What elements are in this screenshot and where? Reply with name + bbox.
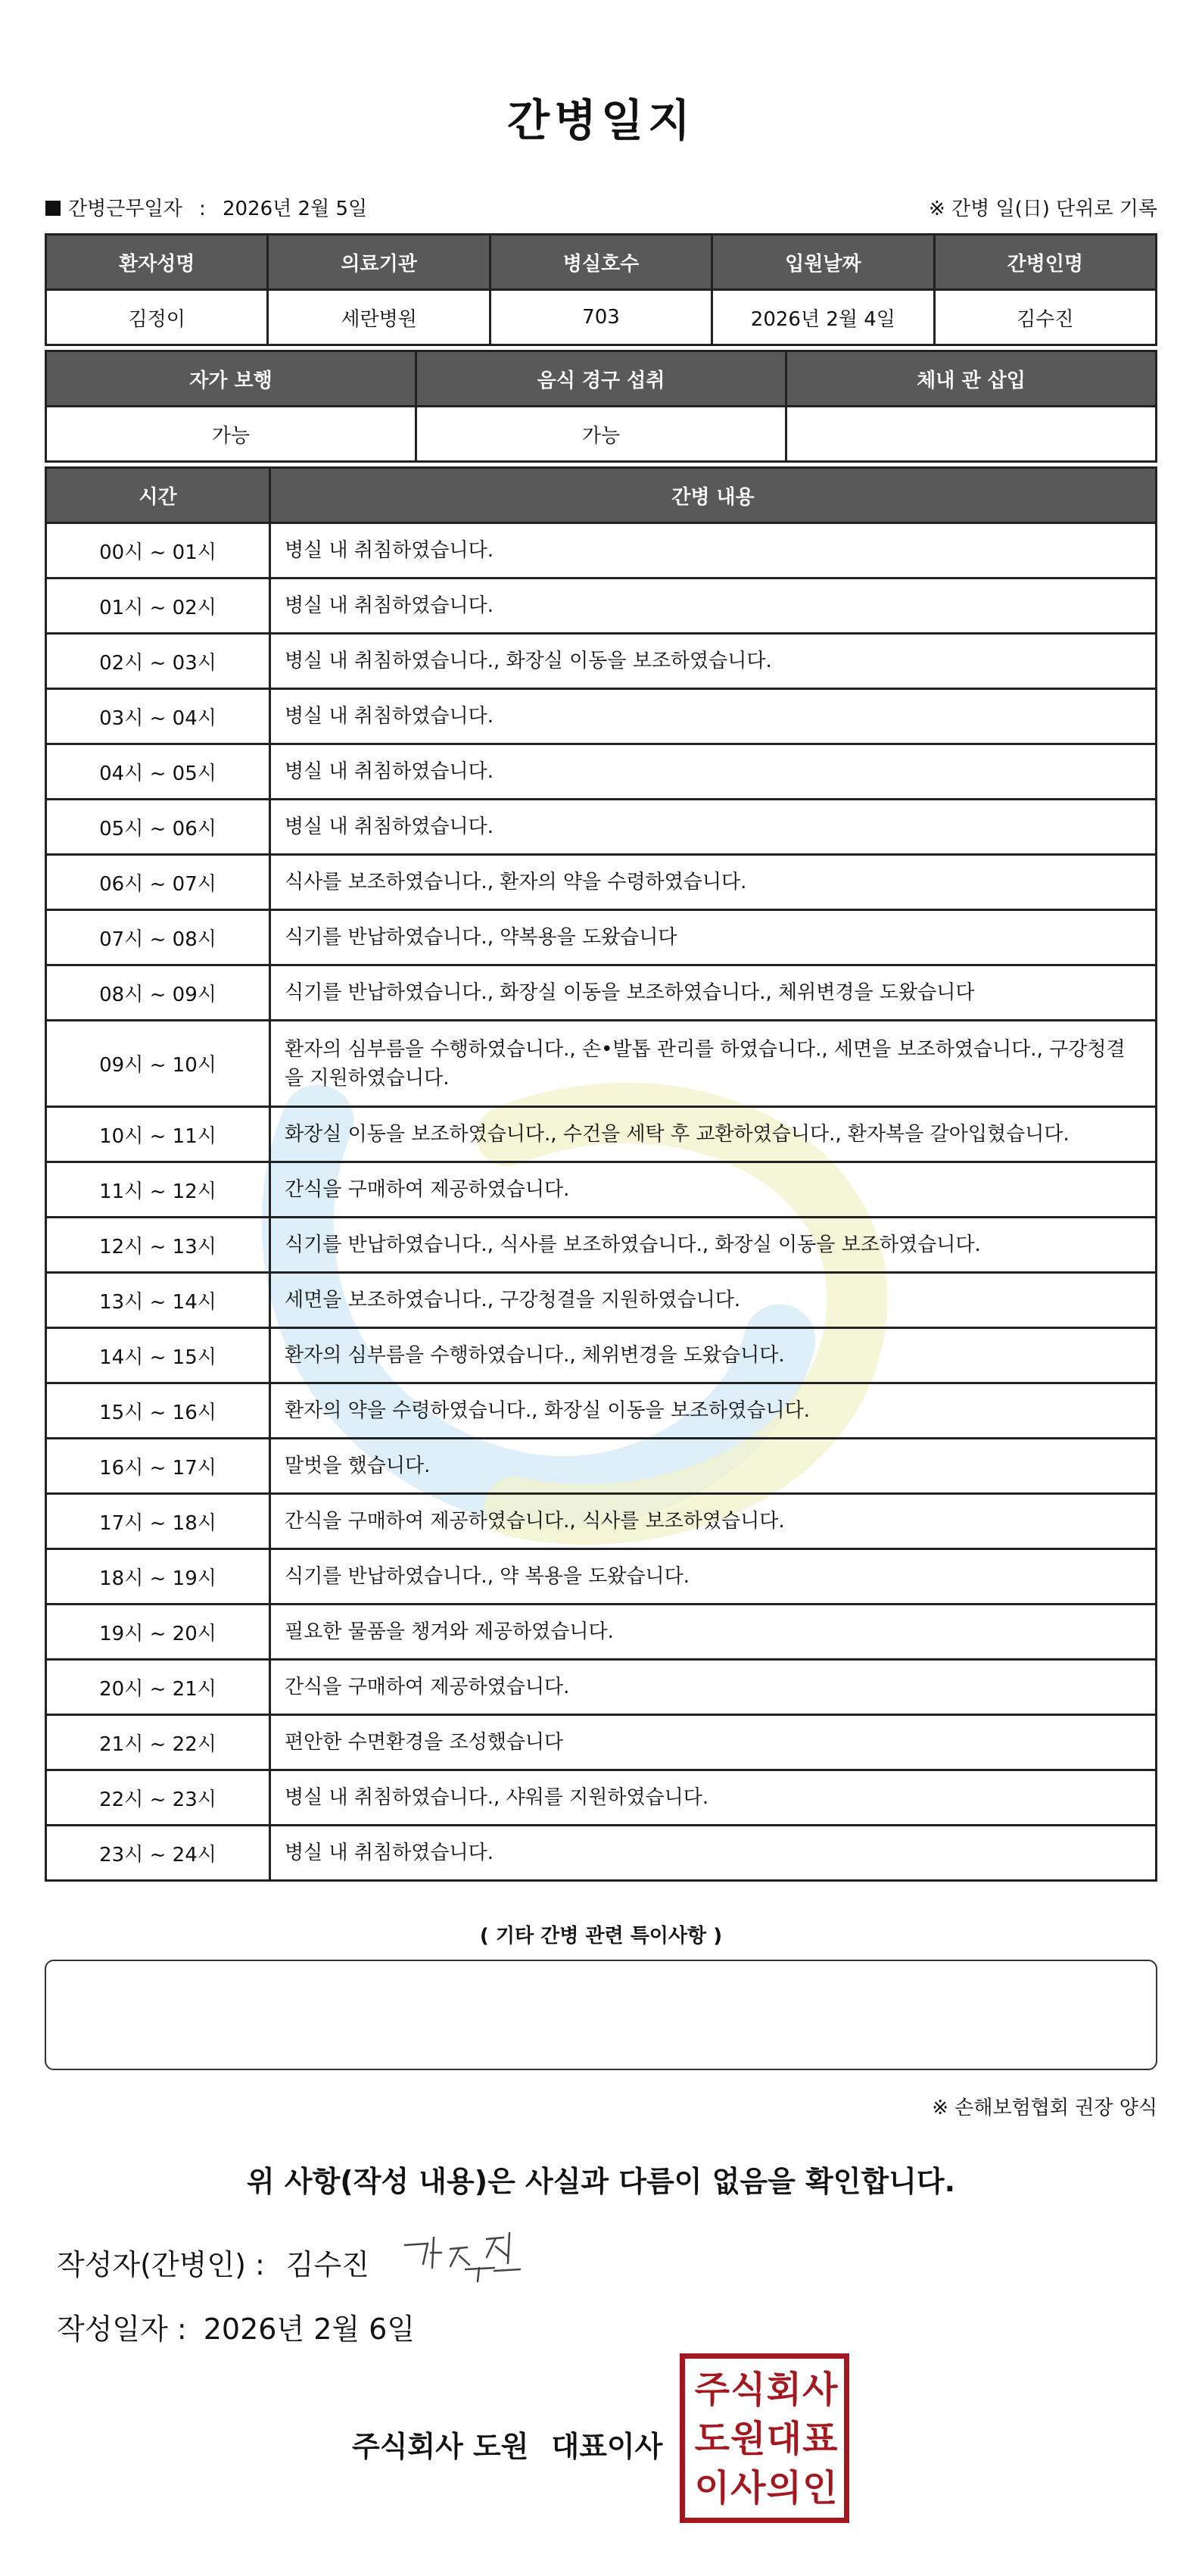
patient-status-table — [45, 350, 1157, 463]
care-log-table — [45, 466, 1157, 1882]
table-row — [46, 1439, 1157, 1494]
log-time: 18시 ~ 19시 — [46, 1549, 270, 1605]
log-content: 환자의 심부름을 수행하였습니다., 손•발톱 관리를 하였습니다., 세면을 보조하였습니다., 구강청결을 지원하였습니다. — [270, 1021, 1157, 1107]
page-title: 간병일지 — [506, 95, 696, 146]
table-row — [46, 634, 1157, 689]
log-content: 편안한 수면환경을 조성했습니다 — [270, 1715, 1157, 1770]
header-time: 시간 — [46, 468, 270, 523]
log-time: 06시 ~ 07시 — [46, 855, 270, 910]
table-row — [46, 1218, 1157, 1273]
table-row — [46, 1605, 1157, 1660]
table-row — [46, 1494, 1157, 1549]
header-room: 병실호수 — [490, 235, 712, 290]
log-content: 필요한 물품을 챙겨와 제공하였습니다. — [270, 1605, 1157, 1660]
header-care-content: 간병 내용 — [270, 468, 1157, 523]
self-walking: 가능 — [46, 407, 416, 462]
tube-insertion — [786, 407, 1157, 462]
log-content: 식기를 반납하였습니다., 약 복용을 도왔습니다. — [270, 1549, 1157, 1605]
table-row — [46, 1328, 1157, 1383]
company-name: 주식회사 도원 — [352, 2430, 529, 2463]
log-time: 20시 ~ 21시 — [46, 1660, 270, 1715]
header-self-walking: 자가 보행 — [46, 351, 416, 407]
log-content: 식기를 반납하였습니다., 화장실 이동을 보조하였습니다., 체위변경을 도왔습니다 — [270, 965, 1157, 1021]
header-admission-date: 입원날짜 — [712, 235, 934, 290]
log-content: 병실 내 취침하였습니다. — [270, 523, 1157, 579]
table-row — [46, 965, 1157, 1021]
table-row — [46, 1273, 1157, 1328]
written-date-value: 2026년 2월 6일 — [203, 2312, 416, 2346]
log-content: 병실 내 취침하였습니다. — [270, 800, 1157, 855]
log-time: 19시 ~ 20시 — [46, 1605, 270, 1660]
log-content: 병실 내 취침하였습니다., 샤워를 지원하였습니다. — [270, 1770, 1157, 1826]
writer-name: 김수진 — [285, 2248, 369, 2281]
square-bullet-icon — [45, 201, 61, 216]
table-row — [46, 1660, 1157, 1715]
patient-info-table — [45, 233, 1157, 346]
room-number: 703 — [490, 290, 712, 345]
table-row — [46, 1715, 1157, 1770]
written-date-label: 작성일자 : — [57, 2312, 187, 2346]
signature — [397, 2222, 526, 2291]
header-tube-insertion: 체내 관 삽입 — [786, 351, 1157, 407]
log-content: 병실 내 취침하였습니다. — [270, 1826, 1157, 1881]
company-rep: 대표이사 — [551, 2430, 663, 2463]
caregiver-name: 김수진 — [934, 290, 1156, 345]
unit-note: ※ 간병 일(日) 단위로 기록 — [928, 198, 1157, 220]
header-oral-intake: 음식 경구 섭취 — [416, 351, 786, 407]
header-hospital: 의료기관 — [268, 235, 490, 290]
log-time: 04시 ~ 05시 — [46, 744, 270, 800]
form-note: ※ 손해보험협회 권장 양식 — [932, 2097, 1157, 2119]
log-content: 식사를 보조하였습니다., 환자의 약을 수령하였습니다. — [270, 855, 1157, 910]
log-time: 23시 ~ 24시 — [46, 1826, 270, 1881]
log-content: 식기를 반납하였습니다., 식사를 보조하였습니다., 화장실 이동을 보조하였습니다. — [270, 1218, 1157, 1273]
table-row — [46, 1107, 1157, 1162]
table-row — [46, 1383, 1157, 1439]
log-content: 간식을 구매하여 제공하였습니다. — [270, 1162, 1157, 1218]
log-time: 02시 ~ 03시 — [46, 634, 270, 689]
log-time: 21시 ~ 22시 — [46, 1715, 270, 1770]
company-seal: 주 식 회 사 도 원 대 표 이 사 의 인 — [680, 2353, 849, 2523]
log-time: 00시 ~ 01시 — [46, 523, 270, 579]
header-caregiver: 간병인명 — [934, 235, 1156, 290]
log-time: 16시 ~ 17시 — [46, 1439, 270, 1494]
header-patient-name: 환자성명 — [46, 235, 268, 290]
log-content: 환자의 심부름을 수행하였습니다., 체위변경을 도왔습니다. — [270, 1328, 1157, 1383]
writer-line — [57, 2241, 369, 2283]
patient-name: 김정이 — [46, 290, 268, 345]
table-row — [46, 855, 1157, 910]
writer-label: 작성자(간병인) : — [57, 2248, 265, 2281]
log-time: 13시 ~ 14시 — [46, 1273, 270, 1328]
log-time: 12시 ~ 13시 — [46, 1218, 270, 1273]
log-content: 말벗을 했습니다. — [270, 1439, 1157, 1494]
log-content: 환자의 약을 수령하였습니다., 화장실 이동을 보조하였습니다. — [270, 1383, 1157, 1439]
table-row — [46, 689, 1157, 744]
admission-date: 2026년 2월 4일 — [712, 290, 934, 345]
log-content: 병실 내 취침하였습니다., 화장실 이동을 보조하였습니다. — [270, 634, 1157, 689]
written-date-line — [57, 2306, 415, 2347]
table-row — [46, 523, 1157, 579]
table-row — [46, 579, 1157, 634]
confirmation-statement: 위 사항(작성 내용)은 사실과 다름이 없음을 확인합니다. — [246, 2165, 956, 2198]
table-row — [46, 1770, 1157, 1826]
table-row — [46, 1162, 1157, 1218]
log-content: 병실 내 취침하였습니다. — [270, 579, 1157, 634]
table-row — [46, 800, 1157, 855]
log-time: 03시 ~ 04시 — [46, 689, 270, 744]
log-time: 07시 ~ 08시 — [46, 910, 270, 965]
hospital: 세란병원 — [268, 290, 490, 345]
company-line — [352, 2423, 662, 2465]
log-time: 08시 ~ 09시 — [46, 965, 270, 1021]
work-date-label: 간병근무일자 — [68, 198, 182, 220]
special-notes-box — [45, 1960, 1157, 2070]
log-time: 14시 ~ 15시 — [46, 1328, 270, 1383]
log-time: 17시 ~ 18시 — [46, 1494, 270, 1549]
table-row — [46, 1826, 1157, 1881]
log-time: 15시 ~ 16시 — [46, 1383, 270, 1439]
log-time: 10시 ~ 11시 — [46, 1107, 270, 1162]
special-notes-title: ( 기타 간병 관련 특이사항 ) — [479, 1925, 723, 1948]
work-date-separator: : — [198, 198, 206, 220]
log-content: 간식을 구매하여 제공하였습니다., 식사를 보조하였습니다. — [270, 1494, 1157, 1549]
work-date — [45, 193, 367, 221]
table-row — [46, 1021, 1157, 1107]
table-row — [46, 910, 1157, 965]
log-content: 화장실 이동을 보조하였습니다., 수건을 세탁 후 교환하였습니다., 환자복을 갈아입혔습니다. — [270, 1107, 1157, 1162]
log-time: 05시 ~ 06시 — [46, 800, 270, 855]
log-content: 식기를 반납하였습니다., 약복용을 도왔습니다 — [270, 910, 1157, 965]
log-time: 22시 ~ 23시 — [46, 1770, 270, 1826]
work-date-value: 2026년 2월 5일 — [223, 198, 368, 220]
log-time: 11시 ~ 12시 — [46, 1162, 270, 1218]
oral-intake: 가능 — [416, 407, 786, 462]
log-content: 병실 내 취침하였습니다. — [270, 689, 1157, 744]
log-time: 01시 ~ 02시 — [46, 579, 270, 634]
log-content: 병실 내 취침하였습니다. — [270, 744, 1157, 800]
table-row — [46, 1549, 1157, 1605]
table-row — [46, 744, 1157, 800]
log-content: 세면을 보조하였습니다., 구강청결을 지원하였습니다. — [270, 1273, 1157, 1328]
log-content: 간식을 구매하여 제공하였습니다. — [270, 1660, 1157, 1715]
log-time: 09시 ~ 10시 — [46, 1021, 270, 1107]
